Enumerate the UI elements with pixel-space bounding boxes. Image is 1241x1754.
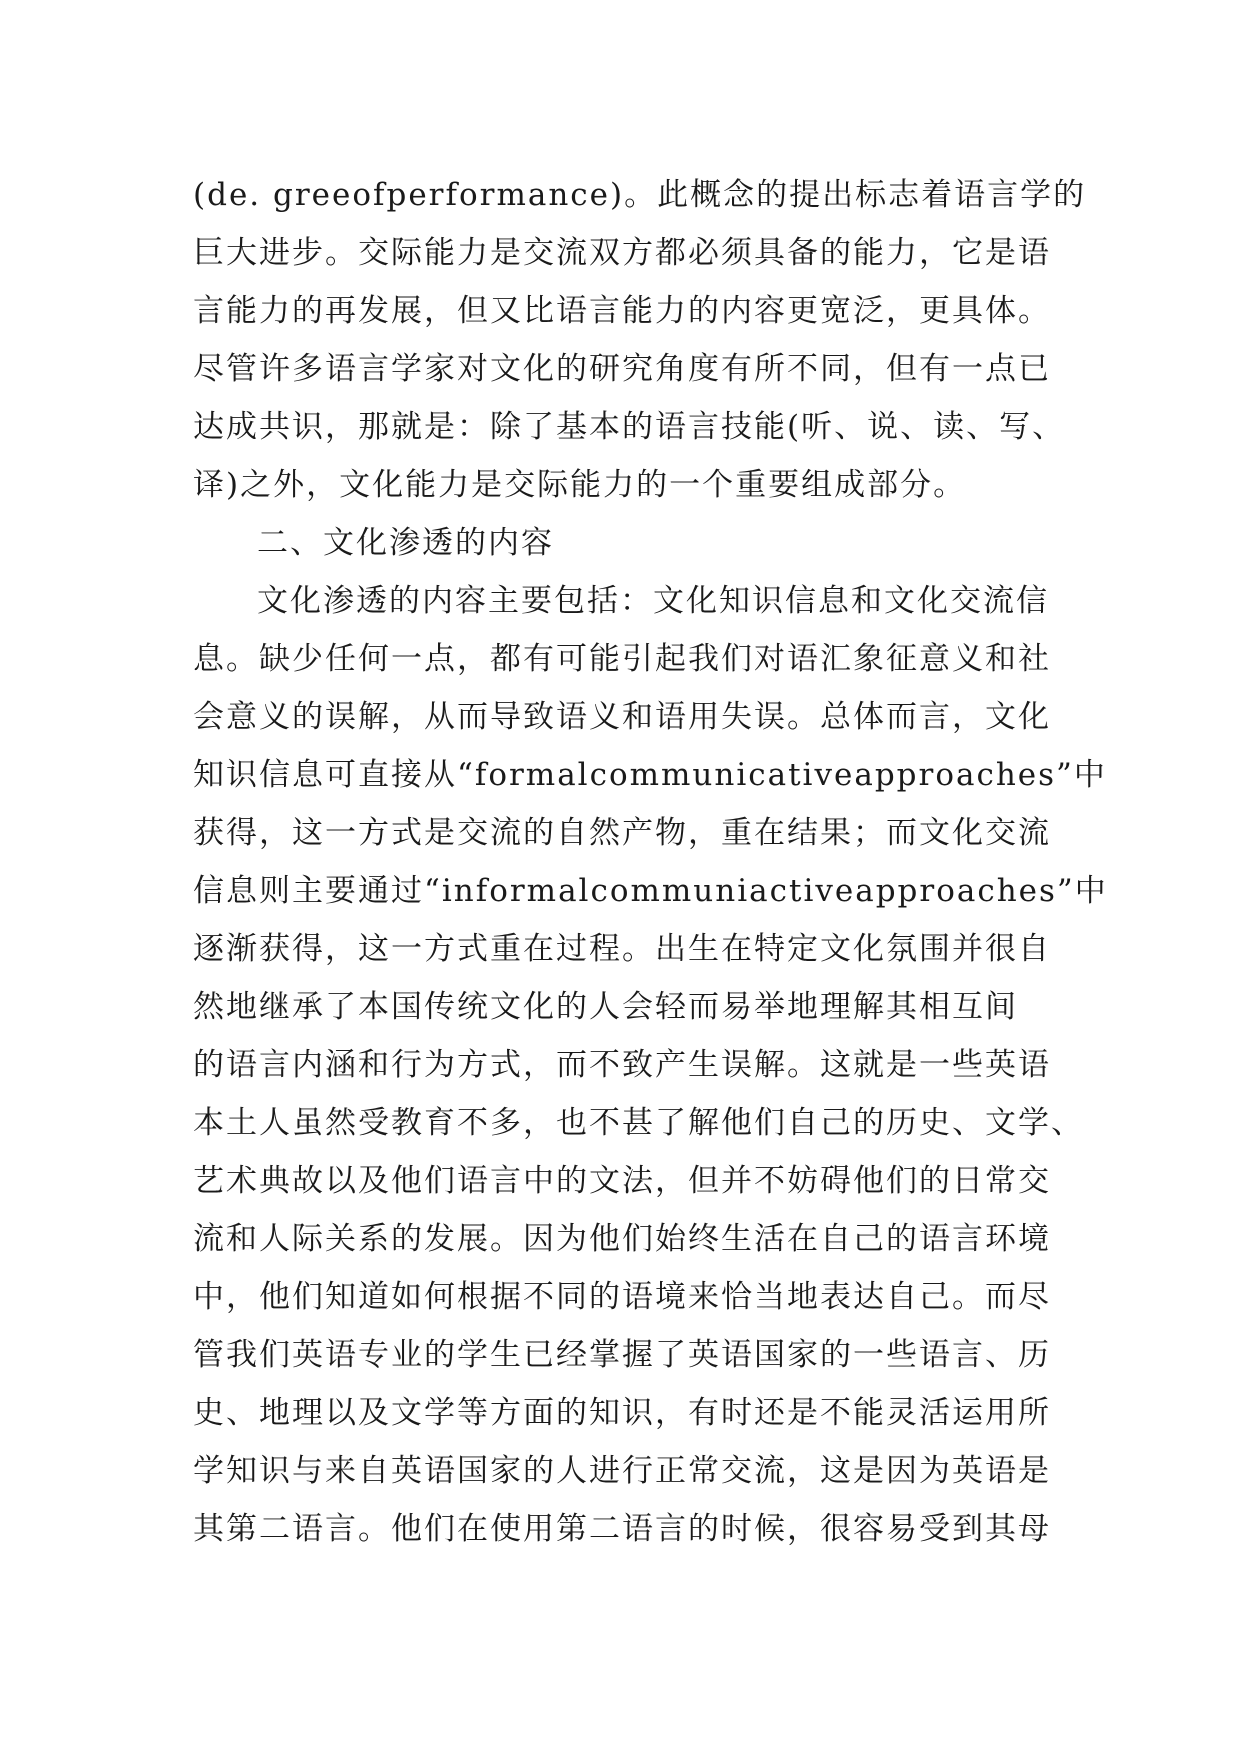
text-line: 然地继承了本国传统文化的人会轻而易举地理解其相互间 [193, 989, 1018, 1025]
text-line: 逐渐获得，这一方式重在过程。出生在特定文化氛围并很自 [193, 931, 1051, 967]
text-line: 艺术典故以及他们语言中的文法，但并不妨碍他们的日常交 [193, 1163, 1051, 1199]
text-line: 获得，这一方式是交流的自然产物，重在结果；而文化交流 [193, 815, 1051, 851]
text-line: 的语言内涵和行为方式，而不致产生误解。这就是一些英语 [193, 1047, 1051, 1083]
text-line: 中，他们知道如何根据不同的语境来恰当地表达自己。而尽 [193, 1279, 1051, 1315]
text-line: 本土人虽然受教育不多，也不甚了解他们自己的历史、文学、 [193, 1105, 1084, 1141]
text-line: 会意义的误解，从而导致语义和语用失误。总体而言，文化 [193, 699, 1051, 735]
text-line: 管我们英语专业的学生已经掌握了英语国家的一些语言、历 [193, 1337, 1051, 1373]
text-line: 译)之外，文化能力是交际能力的一个重要组成部分。 [193, 467, 967, 503]
text-line: 巨大进步。交际能力是交流双方都必须具备的能力，它是语 [193, 235, 1051, 271]
text-line: 达成共识，那就是：除了基本的语言技能(听、说、读、写、 [193, 409, 1066, 445]
text-line: 学知识与来自英语国家的人进行正常交流，这是因为英语是 [193, 1453, 1051, 1489]
text-line: 息。缺少任何一点，都有可能引起我们对语汇象征意义和社 [193, 641, 1051, 677]
text-line: 信息则主要通过“informalcommuniactiveapproaches”中 [193, 873, 1108, 909]
text-line: 文化渗透的内容主要包括：文化知识信息和文化交流信 [257, 583, 1049, 619]
text-line: 知识信息可直接从“formalcommunicativeapproaches”中 [193, 757, 1107, 793]
text-line: 尽管许多语言学家对文化的研究角度有所不同，但有一点已 [193, 351, 1051, 387]
text-line: 言能力的再发展，但又比语言能力的内容更宽泛，更具体。 [193, 293, 1051, 329]
section-heading: 二、文化渗透的内容 [257, 525, 554, 561]
text-line: (de. greeofperformance)。此概念的提出标志着语言学的 [193, 177, 1087, 213]
text-line: 其第二语言。他们在使用第二语言的时候，很容易受到其母 [193, 1511, 1051, 1547]
text-line: 史、地理以及文学等方面的知识，有时还是不能灵活运用所 [193, 1395, 1051, 1431]
text-line: 流和人际关系的发展。因为他们始终生活在自己的语言环境 [193, 1221, 1051, 1257]
